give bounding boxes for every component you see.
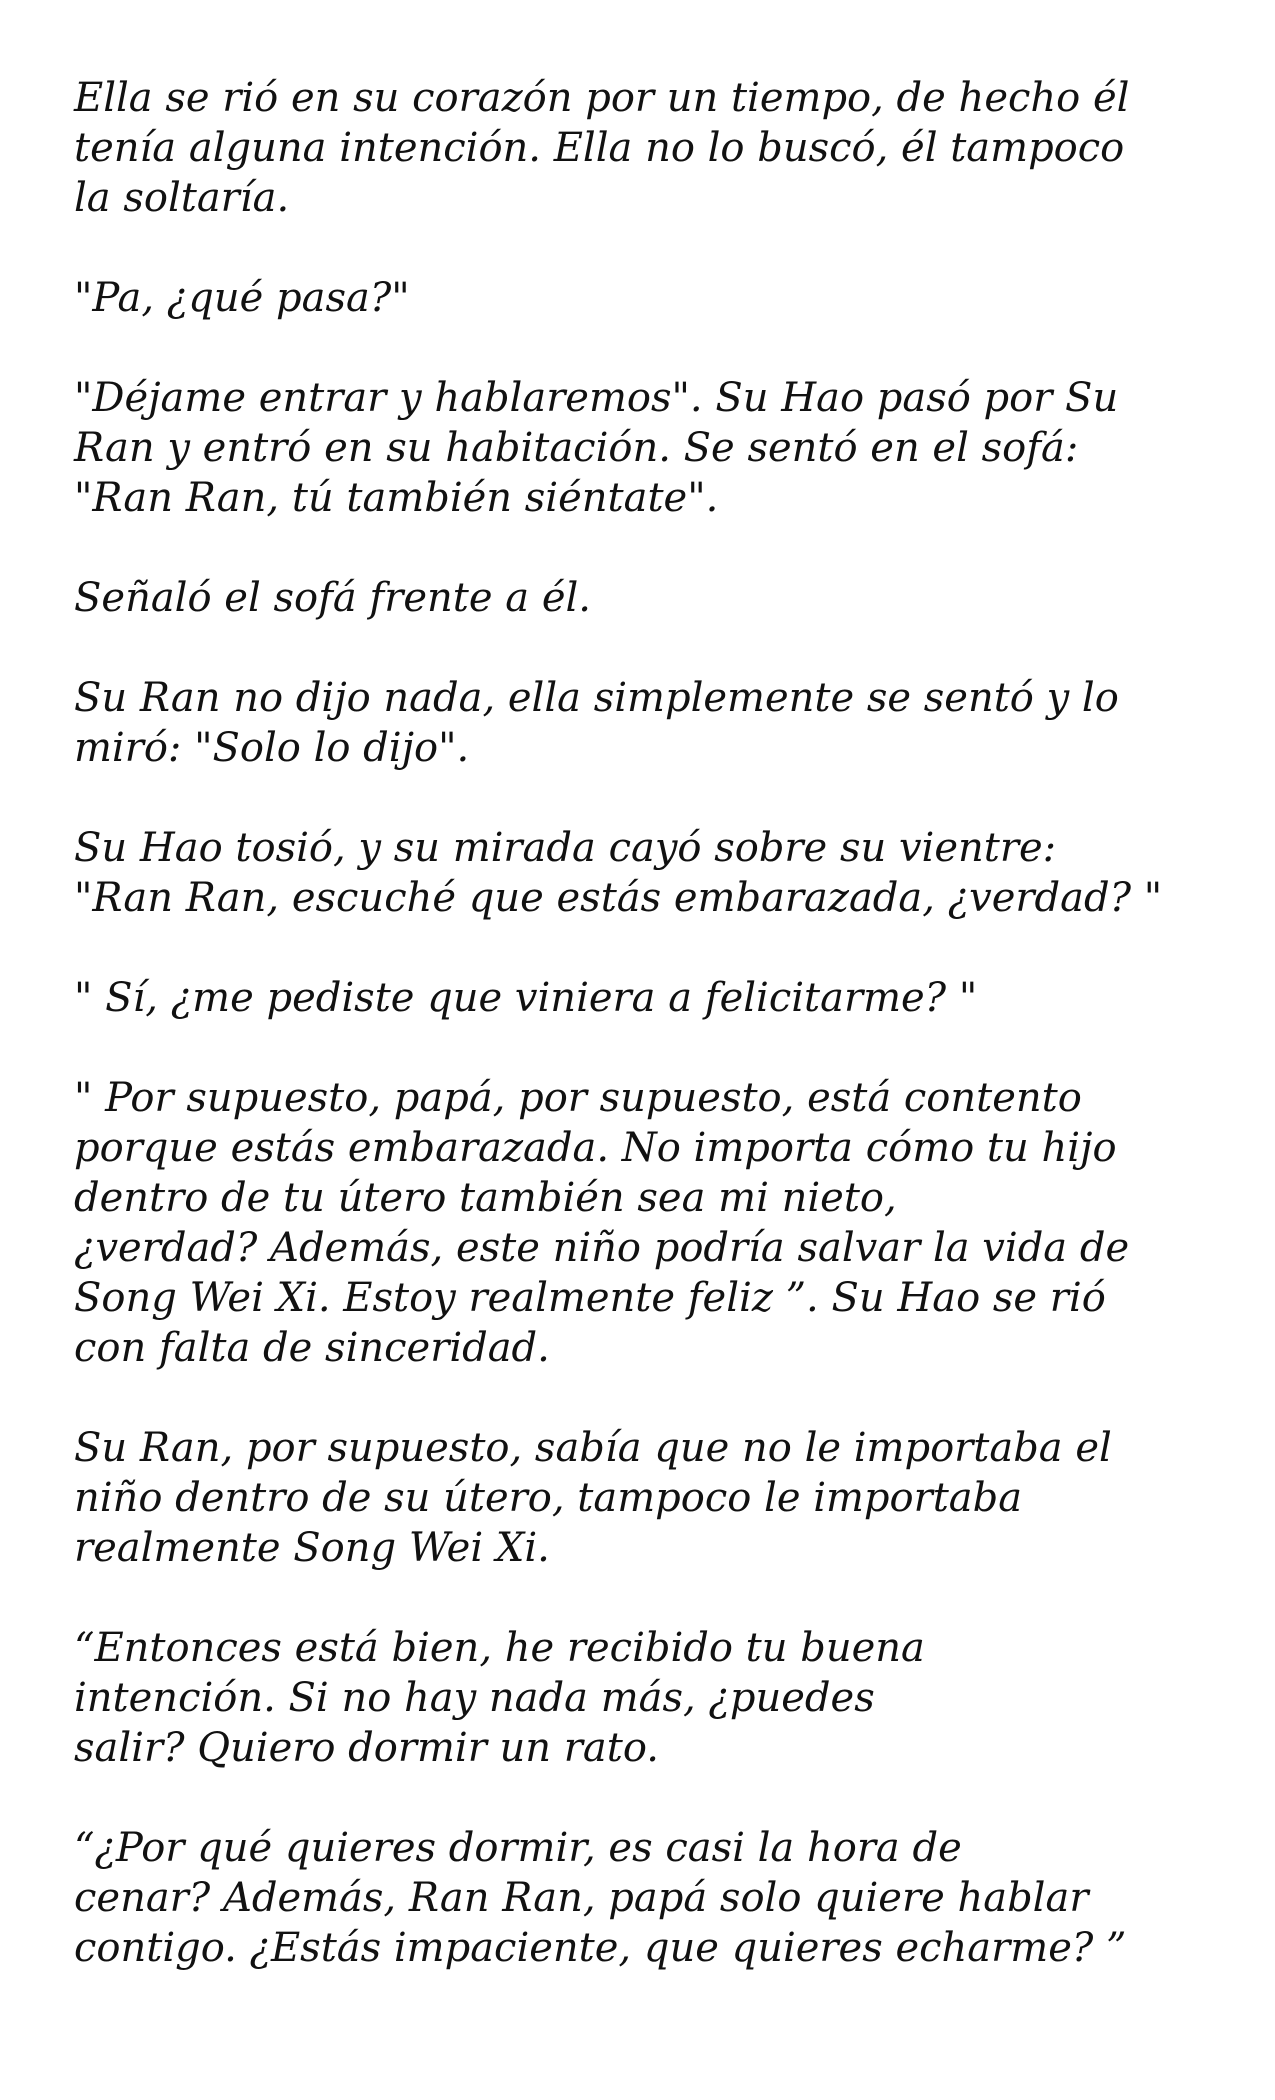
text-line: Su Ran, por supuesto, sabía que no le importaba el <box>74 1425 1112 1471</box>
text-line: miró: "Solo lo dijo". <box>74 725 470 771</box>
text-line: Su Hao tosió, y su mirada cayó sobre su vientre: <box>74 825 1057 871</box>
paragraph-5 <box>74 673 1214 773</box>
text-line: cenar? Además, Ran Ran, papá solo quiere hablar <box>74 1875 1089 1921</box>
paragraph-11 <box>74 1823 1214 1973</box>
text-line: con falta de sinceridad. <box>74 1325 550 1371</box>
text-line: tenía alguna intención. Ella no lo buscó, él tampoco <box>74 125 1125 171</box>
text-line: niño dentro de su útero, tampoco le importaba <box>74 1475 1023 1521</box>
text-line: Song Wei Xi. Estoy realmente feliz ”. Su Hao se rió <box>74 1275 1106 1321</box>
text-line: " Sí, ¿me pediste que viniera a felicitarme? " <box>74 975 978 1021</box>
text-line: Señaló el sofá frente a él. <box>74 575 591 621</box>
paragraph-6 <box>74 823 1214 923</box>
text-line: porque estás embarazada. No importa cómo tu hijo <box>74 1125 1117 1171</box>
text-line: "Déjame entrar y hablaremos". Su Hao pasó por Su <box>74 375 1119 421</box>
text-line: Ran y entró en su habitación. Se sentó en el sofá: <box>74 425 1079 471</box>
text-line: la soltaría. <box>74 175 290 221</box>
paragraph-7 <box>74 973 1214 1023</box>
text-line: ¿verdad? Además, este niño podría salvar la vida de <box>74 1225 1130 1271</box>
text-line: "Pa, ¿qué pasa?" <box>74 275 410 321</box>
text-line: "Ran Ran, escuché que estás embarazada, ¿verdad? " <box>74 875 1163 921</box>
text-line: realmente Song Wei Xi. <box>74 1525 550 1571</box>
text-line: " Por supuesto, papá, por supuesto, está contento <box>74 1075 1082 1121</box>
story-text <box>74 73 1214 2023</box>
paragraph-9 <box>74 1423 1214 1573</box>
paragraph-8 <box>74 1073 1214 1373</box>
text-line: salir? Quiero dormir un rato. <box>74 1725 659 1771</box>
paragraph-3 <box>74 373 1214 523</box>
paragraph-10 <box>74 1623 1214 1773</box>
paragraph-1 <box>74 73 1214 223</box>
text-line: intención. Si no hay nada más, ¿puedes <box>74 1675 875 1721</box>
text-line: “¿Por qué quieres dormir, es casi la hora de <box>74 1825 962 1871</box>
text-line: Ella se rió en su corazón por un tiempo, de hecho él <box>74 75 1130 121</box>
text-line: “Entonces está bien, he recibido tu buena <box>74 1625 925 1671</box>
paragraph-2 <box>74 273 1214 323</box>
text-line: Su Ran no dijo nada, ella simplemente se sentó y lo <box>74 675 1119 721</box>
text-line: dentro de tu útero también sea mi nieto, <box>74 1175 897 1221</box>
text-line: "Ran Ran, tú también siéntate". <box>74 475 719 521</box>
paragraph-4 <box>74 573 1214 623</box>
text-line: contigo. ¿Estás impaciente, que quieres echarme? ” <box>74 1925 1127 1971</box>
